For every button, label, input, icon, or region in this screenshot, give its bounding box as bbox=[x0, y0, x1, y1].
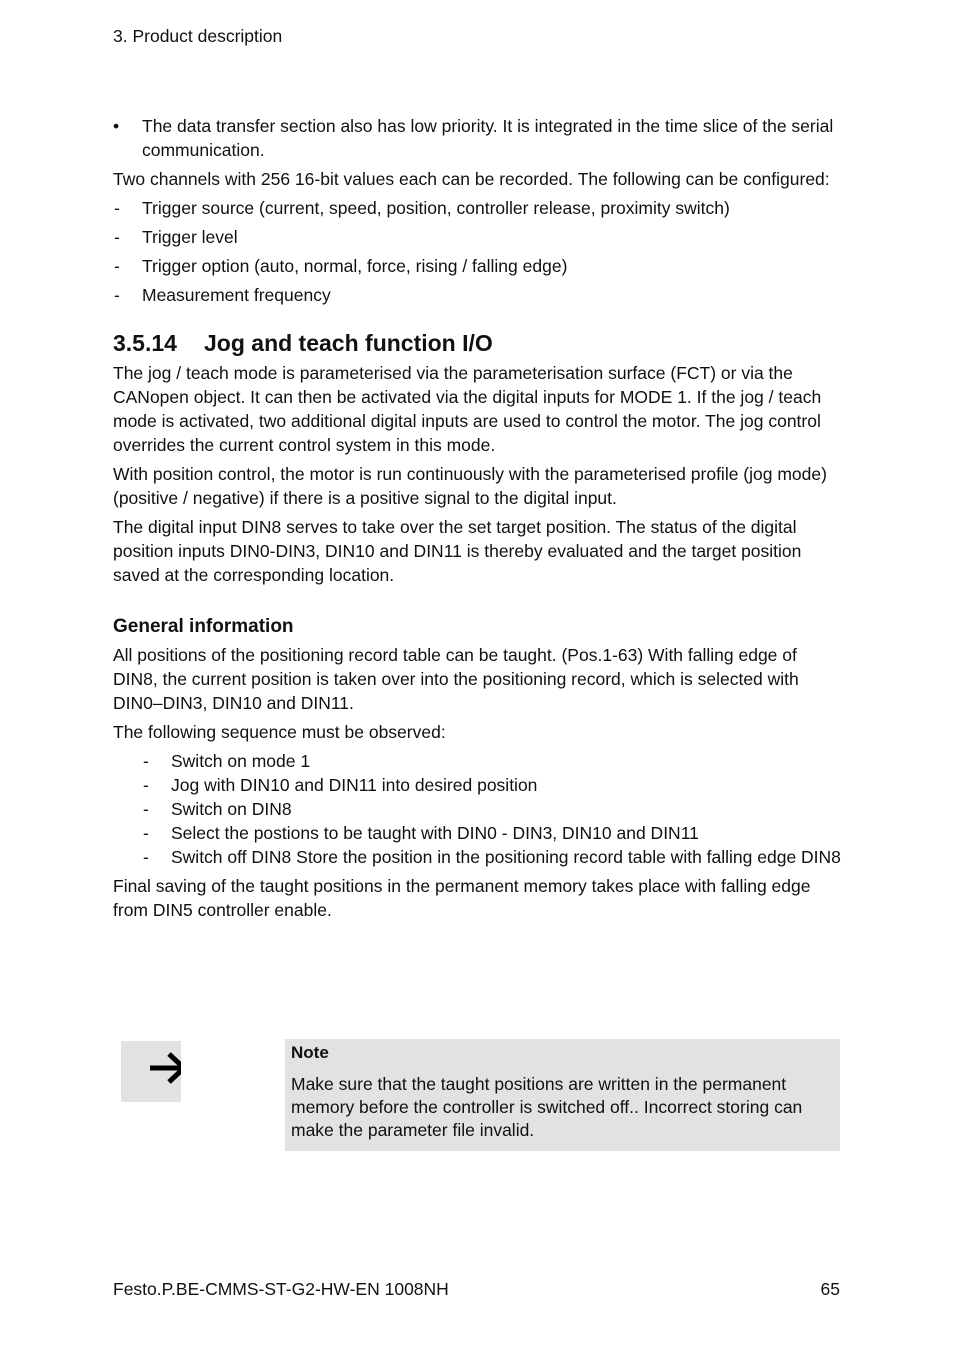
list-item-text: Select the postions to be taught with DIN0 - DIN3, DIN10 and DIN11 bbox=[171, 823, 699, 843]
section-paragraph: The digital input DIN8 serves to take over the set target position. The status of the digital position inputs DIN0-DIN3, DIN10 and DIN11 is thereby evaluated and the target position saved at the corresponding location. bbox=[113, 517, 802, 585]
arrow-right-icon bbox=[121, 1041, 181, 1102]
footer-page-number: 65 bbox=[820, 1279, 840, 1299]
sequence-intro: The following sequence must be observed: bbox=[113, 722, 446, 742]
list-item-text: Measurement frequency bbox=[142, 285, 331, 305]
list-item-text: Switch off DIN8 Store the position in the positioning record table with falling edge DIN8 bbox=[171, 847, 841, 867]
list-item-text: Jog with DIN10 and DIN11 into desired position bbox=[171, 775, 538, 795]
dash-marker: - bbox=[143, 847, 149, 867]
list-item-text: Switch on DIN8 bbox=[171, 799, 292, 819]
list-item bbox=[113, 821, 841, 845]
intro-bullet bbox=[113, 114, 841, 162]
list-item-text: Trigger option (auto, normal, force, rising / falling edge) bbox=[142, 256, 568, 276]
list-item-text: Trigger level bbox=[142, 227, 238, 247]
dash-marker: - bbox=[114, 285, 120, 305]
dash-marker: - bbox=[114, 227, 120, 247]
list-item bbox=[113, 845, 841, 869]
final-saving-paragraph: Final saving of the taught positions in the permanent memory takes place with falling edge from DIN5 controller enable. bbox=[113, 876, 811, 920]
dash-marker: - bbox=[143, 775, 149, 795]
footer-document-id: Festo.P.BE-CMMS-ST-G2-HW-EN 1008NH bbox=[113, 1279, 449, 1299]
note-box bbox=[285, 1039, 840, 1151]
list-item bbox=[113, 196, 841, 220]
dash-marker: - bbox=[114, 198, 120, 218]
list-item bbox=[113, 225, 841, 249]
channels-paragraph: Two channels with 256 16-bit values each can be recorded. The following can be configured: bbox=[113, 169, 830, 189]
dash-marker: - bbox=[143, 823, 149, 843]
note-text: Make sure that the taught positions are written in the permanent memory before the controller is switched off.. Incorrect storing can make the parameter file invalid. bbox=[291, 1074, 803, 1140]
list-item-text: Switch on mode 1 bbox=[171, 751, 311, 771]
list-item bbox=[113, 254, 841, 278]
dash-marker: - bbox=[143, 799, 149, 819]
section-title: Jog and teach function I/O bbox=[204, 330, 493, 356]
list-item bbox=[113, 773, 841, 797]
running-header: 3. Product description bbox=[113, 26, 283, 46]
intro-bullet-text: The data transfer section also has low priority. It is integrated in the time slice of the serial communication. bbox=[142, 116, 834, 160]
general-information-heading: General information bbox=[113, 616, 294, 637]
bullet-marker: • bbox=[113, 116, 120, 136]
section-heading bbox=[113, 328, 841, 358]
list-item bbox=[113, 749, 841, 773]
list-item bbox=[113, 797, 841, 821]
section-number: 3.5.14 bbox=[113, 330, 177, 356]
list-item-text: Trigger source (current, speed, position, controller release, proximity switch) bbox=[142, 198, 730, 218]
list-item bbox=[113, 283, 841, 307]
general-info-paragraph: All positions of the positioning record table can be taught. (Pos.1-63) With falling edge of DIN8, the current position is taken over into the positioning record, which is selected with DIN0–DIN3, DIN10 and DIN11. bbox=[113, 645, 799, 713]
configurable-items-list bbox=[113, 196, 841, 307]
section-paragraph: With position control, the motor is run continuously with the parameterised profile (jog mode) (positive / negative) if there is a positive signal to the digital input. bbox=[113, 464, 827, 508]
note-title: Note bbox=[291, 1043, 329, 1062]
note-icon-box bbox=[121, 1041, 181, 1102]
sequence-list bbox=[113, 749, 841, 869]
dash-marker: - bbox=[143, 751, 149, 771]
section-paragraph: The jog / teach mode is parameterised via the parameterisation surface (FCT) or via the CANopen object. It can then be activated via the digital inputs for MODE 1. If the jog / teach mode is activated, two additional digital inputs are used to control the motor. The jog control overrides the current control system in this mode. bbox=[113, 363, 822, 455]
dash-marker: - bbox=[114, 256, 120, 276]
page-content bbox=[113, 114, 841, 927]
